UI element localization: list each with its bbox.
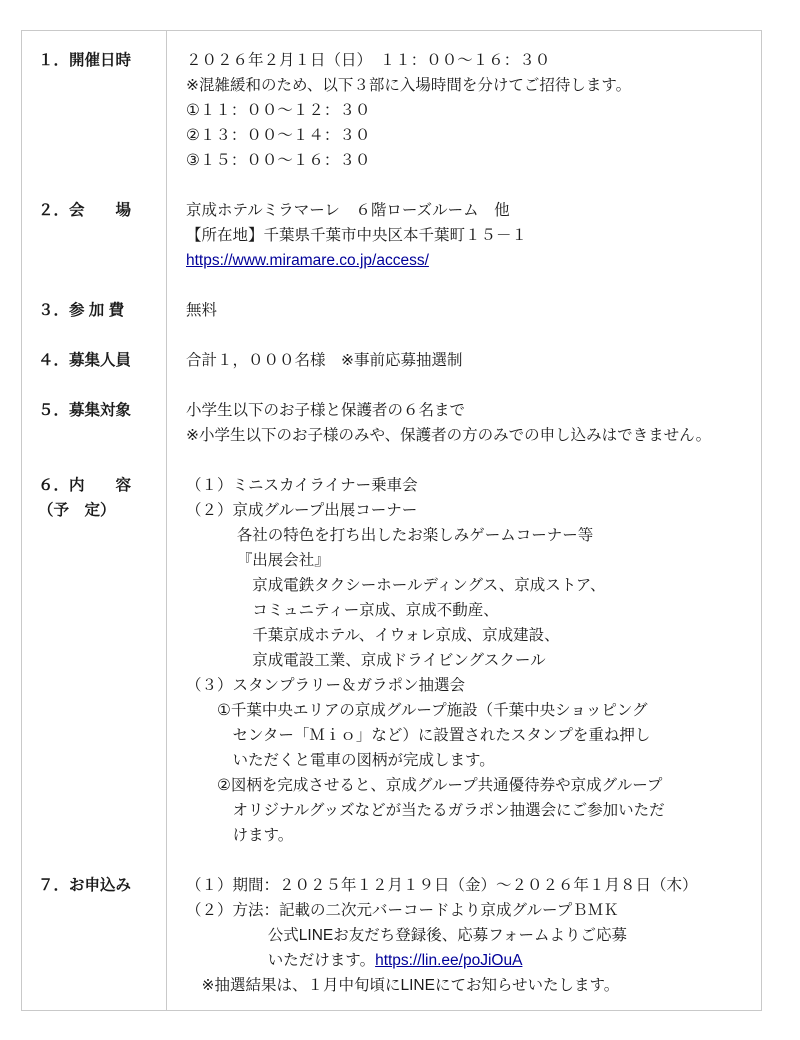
row-label [22,473,167,873]
content-line [186,673,753,698]
text-segment: （１）ミニスカイライナー乗車会 [186,477,418,494]
content-line [186,73,753,98]
content-line [186,48,753,73]
text-segment: 京成ホテルミラマーレ ６階ローズルーム 他 [186,202,510,219]
text-segment: ※抽選結果は、１月中旬頃にLINEにてお知らせいたします。 [186,977,620,994]
row-content [167,348,761,398]
text-segment: コミュニティー京成、京成不動産、 [186,602,499,619]
table-row-eligibility [22,398,761,473]
row-content [167,473,761,873]
text-segment: （１）期間：２０２５年１２月１９日（金）～２０２６年１月８日（木） [186,877,698,894]
hyperlink[interactable]: https://lin.ee/poJiOuA [375,952,523,969]
text-segment: けます。 [186,827,294,844]
content-line [186,98,753,123]
content-line [186,548,753,573]
text-segment: ２０２６年２月１日（日） １１：００～１６：３０ [186,52,551,69]
table-row-fee [22,298,761,348]
text-segment: ※混雑緩和のため、以下３部に入場時間を分けてご招待します。 [186,77,632,94]
content-line [186,798,753,823]
content-line [186,873,753,898]
content-line [186,723,753,748]
text-segment: 千葉京成ホテル、イウォレ京成、京成建設、 [186,627,560,644]
content-line [186,348,753,373]
text-segment: 各社の特色を打ち出したお楽しみゲームコーナー等 [186,527,594,544]
table-row-capacity [22,348,761,398]
text-segment: ②１３：００～１４：３０ [186,127,371,144]
text-segment: 無料 [186,302,218,319]
row-label-line: ３．参 加 費 [38,302,125,319]
row-label-line: （予 定） [38,502,116,519]
content-line [186,398,753,423]
table-row-schedule [22,31,761,198]
event-info-table [21,30,762,1011]
content-line [186,248,753,273]
row-content [167,31,761,198]
row-content [167,298,761,348]
row-label-line: ２．会 場 [38,202,132,219]
content-line [186,473,753,498]
text-segment: ①千葉中央エリアの京成グループ施設（千葉中央ショッピング [186,702,648,719]
hyperlink[interactable]: https://www.miramare.co.jp/access/ [186,252,429,269]
content-line [186,498,753,523]
content-line [186,923,753,948]
row-label [22,31,167,198]
row-label [22,348,167,398]
text-segment: 京成電設工業、京成ドライビングスクール [186,652,546,669]
text-segment: 京成電鉄タクシーホールディングス、京成ストア、 [186,577,606,594]
content-line [186,123,753,148]
row-label [22,198,167,298]
content-line [186,523,753,548]
content-line [186,823,753,848]
text-segment: 小学生以下のお子様と保護者の６名まで [186,402,466,419]
content-line [186,623,753,648]
content-line [186,948,753,973]
text-segment: いただくと電車の図柄が完成します。 [186,752,495,769]
content-line [186,773,753,798]
content-line [186,423,753,448]
content-line [186,648,753,673]
text-segment: （２）方法：記載の二次元バーコードより京成グループＢＭＫ [186,902,619,919]
text-segment: ③１５：００～１６：３０ [186,152,371,169]
table-row-application [22,873,761,1010]
content-line [186,898,753,923]
content-line [186,973,753,998]
row-label-line: ６．内 容 [38,477,132,494]
row-label [22,398,167,473]
row-label-line: １．開催日時 [38,52,132,69]
text-segment: 【所在地】千葉県千葉市中央区本千葉町１５－１ [186,227,528,244]
row-label-line: ５．募集対象 [38,402,132,419]
text-segment: （２）京成グループ出展コーナー [186,502,418,519]
row-content [167,398,761,473]
row-label [22,298,167,348]
content-line [186,748,753,773]
text-segment: 『出展会社』 [186,552,330,569]
text-segment: ※小学生以下のお子様のみや、保護者の方のみでの申し込みはできません。 [186,427,712,444]
content-line [186,223,753,248]
text-segment: （３）スタンプラリー＆ガラポン抽選会 [186,677,466,694]
content-line [186,298,753,323]
content-line [186,598,753,623]
row-content [167,198,761,298]
content-line [186,148,753,173]
content-line [186,198,753,223]
text-segment: ②図柄を完成させると、京成グループ共通優待券や京成グループ [186,777,663,794]
table-row-contents [22,473,761,873]
row-content [167,873,761,1010]
text-segment: 合計１，０００名様 ※事前応募抽選制 [186,352,463,369]
text-segment: オリジナルグッズなどが当たるガラポン抽選会にご参加いただ [186,802,665,819]
row-label-line: ７．お申込み [38,877,132,894]
row-label-line: ４．募集人員 [38,352,132,369]
content-line [186,573,753,598]
text-segment: 公式LINEお友だち登録後、応募フォームよりご応募 [186,927,627,944]
table-row-venue [22,198,761,298]
text-segment: センター「Ｍｉｏ」など）に設置されたスタンプを重ね押し [186,727,651,744]
content-line [186,698,753,723]
text-segment: いただけます。 [186,952,376,969]
text-segment: ①１１：００～１２：３０ [186,102,371,119]
row-label [22,873,167,1010]
